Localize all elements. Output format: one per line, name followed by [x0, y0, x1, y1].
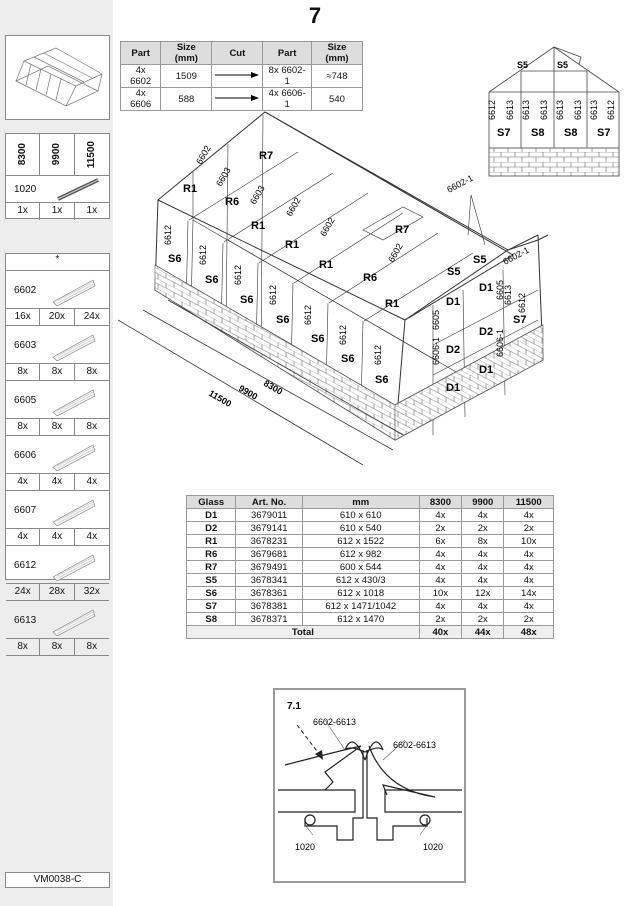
- part-qty: 32x: [83, 586, 100, 597]
- part-qty: 24x: [83, 311, 100, 322]
- part-qty: 28x: [40, 584, 74, 600]
- callout-profile-left: 6602-6613: [313, 717, 357, 727]
- part-1020-label: 1020: [14, 184, 37, 195]
- qty-9900: 1x: [40, 203, 74, 220]
- profile-1020-box: [5, 133, 110, 219]
- part-qty: 4x: [6, 474, 40, 490]
- drawing-label: S5: [557, 60, 569, 70]
- drawing-label: 6613: [589, 99, 599, 120]
- glass-cell: 3678371: [236, 613, 302, 626]
- part-row: [6, 381, 109, 419]
- drawing-label: 6602: [194, 143, 213, 166]
- drawing-label: 6612: [606, 99, 616, 120]
- glass-cell: 612 x 1018: [302, 587, 419, 600]
- drawing-label: S7: [513, 314, 527, 326]
- part-qty-row: [6, 584, 109, 601]
- glazing-profile-icon: [49, 329, 99, 361]
- drawing-label: 6602: [386, 241, 405, 264]
- drawing-label: S6: [168, 253, 182, 265]
- drawing-label: 6612: [373, 344, 383, 365]
- total-cell: 44x: [462, 626, 504, 639]
- profile-1020-icon: [54, 177, 104, 202]
- glass-row: [187, 535, 554, 548]
- greenhouse-drawing: [113, 95, 563, 475]
- total-cell: 40x: [419, 626, 461, 639]
- part-qty: 8x: [86, 641, 98, 652]
- part-qty: 8x: [86, 366, 98, 377]
- greenhouse-thumbnail: [5, 35, 110, 120]
- drawing-label: 6613: [505, 99, 515, 120]
- glass-cell: 2x: [419, 613, 461, 626]
- drawing-label: S6: [240, 294, 254, 306]
- glass-cell: 4x: [462, 574, 504, 587]
- drawing-label: S8: [564, 127, 578, 139]
- glass-cell: 610 x 540: [302, 522, 419, 535]
- drawing-label: D1: [446, 382, 461, 394]
- drawing-label: 6613: [521, 99, 531, 120]
- glass-cell: 4x: [419, 548, 461, 561]
- part-qty: 8x: [86, 421, 98, 432]
- drawing-label: S6: [276, 314, 290, 326]
- arrow-right-icon: [212, 65, 263, 88]
- glass-cell: 4x: [504, 574, 554, 587]
- parts-header: *: [6, 254, 109, 271]
- part-qty: 8x: [40, 639, 74, 655]
- cell: 4x 6606-1: [263, 88, 312, 111]
- drawing-label: S7: [597, 127, 611, 139]
- drawing-label: R7: [259, 150, 274, 162]
- glass-header: 9900: [462, 496, 504, 509]
- glass-cell: S7: [187, 600, 236, 613]
- glass-row: [187, 574, 554, 587]
- total-cell: 48x: [504, 626, 554, 639]
- qty-8300: 1x: [6, 203, 40, 220]
- glass-cell: 3678381: [236, 600, 302, 613]
- glass-header: Art. No.: [236, 496, 302, 509]
- glass-cell: 4x: [419, 574, 461, 587]
- drawing-label: S6: [205, 274, 219, 286]
- drawing-label: R6: [225, 196, 240, 208]
- page-number: 7: [308, 3, 322, 28]
- glass-cell: 4x: [419, 561, 461, 574]
- part-qty: 16x: [6, 309, 40, 325]
- drawing-label: 6613: [555, 99, 565, 120]
- glass-row: [187, 587, 554, 600]
- glass-cell: 4x: [462, 548, 504, 561]
- part-number: 6605: [14, 395, 37, 406]
- part-qty: 8x: [6, 639, 40, 655]
- glass-cell: 3679141: [236, 522, 302, 535]
- greenhouse-thumbnail-icon: [6, 36, 109, 119]
- detail-7-1: [273, 688, 466, 883]
- document-code: VM0038-C: [5, 872, 110, 888]
- part-qty: 8x: [40, 364, 74, 380]
- header-part: Part: [121, 42, 161, 65]
- glass-cell: 2x: [462, 613, 504, 626]
- drawing-label: D2: [446, 344, 461, 356]
- part-row: [6, 491, 109, 529]
- drawing-label: R1: [285, 239, 300, 251]
- glass-cell: 2x: [504, 522, 554, 535]
- drawing-label: 6613: [573, 99, 583, 120]
- glazing-profile-icon: [49, 604, 99, 636]
- part-qty: 4x: [6, 529, 40, 545]
- glass-cell: 3679491: [236, 561, 302, 574]
- drawing-label: 6602: [284, 195, 303, 218]
- part-qty-row: [6, 419, 109, 436]
- glass-cell: 4x: [462, 509, 504, 522]
- drawing-label: 6602: [318, 215, 337, 238]
- header-size-cut: Size (mm): [311, 42, 362, 65]
- glass-cell: 6x: [419, 535, 461, 548]
- glass-header: 11500: [504, 496, 554, 509]
- glass-cell: 3679011: [236, 509, 302, 522]
- drawing-label: 6603: [214, 165, 233, 188]
- part-number: 6606: [14, 450, 37, 461]
- drawing-label: R1: [251, 220, 266, 232]
- drawing-label: 6612: [268, 284, 278, 305]
- glass-cell: 612 x 430/3: [302, 574, 419, 587]
- glass-cell: S6: [187, 587, 236, 600]
- part-qty-row: [6, 309, 109, 326]
- glass-header: mm: [302, 496, 419, 509]
- drawing-label: 9900: [237, 383, 260, 402]
- callout-1020-right: 1020: [423, 842, 444, 852]
- header-cut: Cut: [212, 42, 263, 65]
- drawing-label: R6: [363, 272, 378, 284]
- drawing-label: D1: [479, 282, 494, 294]
- glass-cell: 2x: [462, 522, 504, 535]
- glass-cell: 612 x 1471/1042: [302, 600, 419, 613]
- header-size: Size (mm): [161, 42, 212, 65]
- glazing-profile-icon: [49, 439, 99, 471]
- glass-cell: 4x: [504, 600, 554, 613]
- glass-cell: 3679681: [236, 548, 302, 561]
- size-11500: 11500: [86, 140, 98, 169]
- drawing-label: S6: [375, 374, 389, 386]
- glass-cell: 600 x 544: [302, 561, 419, 574]
- callout-1020-left: 1020: [295, 842, 316, 852]
- glass-cell: S5: [187, 574, 236, 587]
- glass-cell: 3678341: [236, 574, 302, 587]
- glazing-profile-icon: [49, 274, 99, 306]
- drawing-label: 6613: [539, 99, 549, 120]
- glass-cell: 4x: [504, 509, 554, 522]
- glass-header: 8300: [419, 496, 461, 509]
- glass-cell: 4x: [462, 600, 504, 613]
- drawing-label: S6: [341, 353, 355, 365]
- glass-cell: 3678231: [236, 535, 302, 548]
- part-qty: 4x: [40, 529, 74, 545]
- drawing-label: 6602-1: [501, 244, 531, 267]
- drawing-label: S5: [517, 60, 529, 70]
- glass-cell: R7: [187, 561, 236, 574]
- part-qty-row: [6, 364, 109, 381]
- glass-cell: 12x: [462, 587, 504, 600]
- glass-cell: S8: [187, 613, 236, 626]
- glass-cell: 612 x 1522: [302, 535, 419, 548]
- part-row: [6, 436, 109, 474]
- drawing-label: D1: [479, 364, 494, 376]
- drawing-label: D1: [446, 296, 461, 308]
- part-qty: 8x: [6, 419, 40, 435]
- part-number: 6607: [14, 505, 37, 516]
- drawing-label: 6612: [163, 224, 173, 245]
- drawing-label: 6605: [431, 309, 441, 330]
- part-qty-row: [6, 529, 109, 546]
- drawing-label: 11500: [207, 388, 234, 409]
- part-qty: 24x: [6, 584, 40, 600]
- glass-cell: 4x: [419, 509, 461, 522]
- glass-cell: 14x: [504, 587, 554, 600]
- part-qty-row: [6, 474, 109, 491]
- glass-cell: 3678361: [236, 587, 302, 600]
- glass-row: [187, 522, 554, 535]
- drawing-label: 6605: [495, 279, 505, 300]
- glass-cell: 4x: [504, 548, 554, 561]
- glass-cell: 612 x 1470: [302, 613, 419, 626]
- cell: 540: [311, 88, 362, 111]
- drawing-label: S7: [497, 127, 511, 139]
- drawing-label: S8: [531, 127, 545, 139]
- size-8300: 8300: [17, 143, 29, 166]
- drawing-label: 6603: [248, 183, 267, 206]
- header-part-cut: Part: [263, 42, 312, 65]
- total-label: Total: [187, 626, 420, 639]
- part-row: [6, 326, 109, 364]
- drawing-label: 6602-1: [445, 172, 475, 195]
- glass-cell: D1: [187, 509, 236, 522]
- drawing-label: S6: [311, 333, 325, 345]
- drawing-label: 6612: [233, 264, 243, 285]
- cell: 4x 6606: [121, 88, 161, 111]
- cell: 8x 6602-1: [263, 65, 312, 88]
- drawing-label: R7: [395, 224, 410, 236]
- glass-row: [187, 509, 554, 522]
- glass-row: [187, 600, 554, 613]
- part-number: 6602: [14, 285, 37, 296]
- glass-row: [187, 548, 554, 561]
- drawing-label: S5: [473, 254, 487, 266]
- cell: 4x 6602: [121, 65, 161, 88]
- size-9900: 9900: [51, 143, 63, 166]
- drawing-label: 8300: [262, 378, 285, 397]
- drawing-label: 6606-1: [431, 336, 441, 365]
- part-number: 6612: [14, 560, 37, 571]
- drawing-label: 6612: [338, 324, 348, 345]
- detail-step-label: 7.1: [287, 701, 301, 712]
- drawing-label: 6612: [198, 244, 208, 265]
- glass-header: Glass: [187, 496, 236, 509]
- part-number: 6603: [14, 340, 37, 351]
- drawing-label: 6613: [503, 284, 513, 305]
- glass-cell: 10x: [504, 535, 554, 548]
- cell: 1509: [161, 65, 212, 88]
- glazing-profile-icon: [49, 549, 99, 581]
- parts-list: [5, 253, 110, 652]
- drawing-label: S5: [447, 266, 461, 278]
- glazing-profile-icon: [49, 384, 99, 416]
- glass-cell: 4x: [419, 600, 461, 613]
- glass-table: [186, 495, 554, 639]
- drawing-label: 6612: [487, 99, 497, 120]
- callout-profile-right: 6602-6613: [393, 740, 437, 750]
- drawing-label: 6612: [517, 292, 527, 313]
- part-number: 6613: [14, 615, 37, 626]
- part-row: [6, 271, 109, 309]
- glass-cell: 4x: [504, 561, 554, 574]
- cell: ≈748: [311, 65, 362, 88]
- part-qty: 8x: [40, 419, 74, 435]
- drawing-label: R1: [183, 183, 198, 195]
- cell: 588: [161, 88, 212, 111]
- drawing-label: R1: [319, 259, 334, 271]
- part-row: [6, 601, 109, 639]
- drawing-label: R1: [385, 298, 400, 310]
- glass-cell: 4x: [462, 561, 504, 574]
- drawing-label: 6612: [303, 304, 313, 325]
- part-qty-row: [6, 639, 109, 656]
- glass-cell: 8x: [462, 535, 504, 548]
- glass-cell: R1: [187, 535, 236, 548]
- qty-11500: 1x: [86, 205, 98, 216]
- part-qty: 4x: [86, 531, 98, 542]
- glass-cell: 2x: [419, 522, 461, 535]
- glass-cell: R6: [187, 548, 236, 561]
- glass-cell: 2x: [504, 613, 554, 626]
- glass-cell: 10x: [419, 587, 461, 600]
- part-qty: 4x: [40, 474, 74, 490]
- cut-row: [121, 65, 363, 88]
- part-qty: 4x: [86, 476, 98, 487]
- glass-row: [187, 613, 554, 626]
- part-row: [6, 546, 109, 584]
- drawing-label: 6606-1: [495, 328, 505, 357]
- part-qty: 20x: [40, 309, 74, 325]
- glass-cell: 610 x 610: [302, 509, 419, 522]
- glass-cell: D2: [187, 522, 236, 535]
- glazing-profile-icon: [49, 494, 99, 526]
- part-qty: 8x: [6, 364, 40, 380]
- drawing-label: D2: [479, 326, 494, 338]
- glass-row: [187, 561, 554, 574]
- glass-cell: 612 x 982: [302, 548, 419, 561]
